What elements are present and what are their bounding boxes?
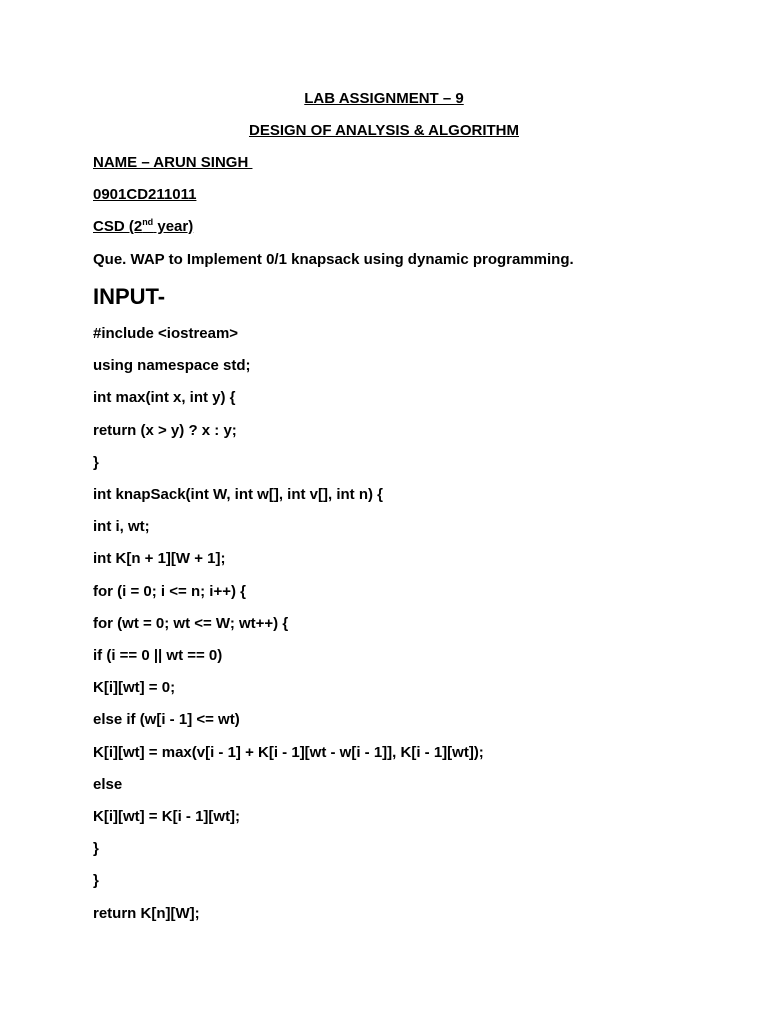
code-line: for (wt = 0; wt <= W; wt++) {: [93, 615, 289, 632]
code-line: K[i][wt] = max(v[i - 1] + K[i - 1][wt - w[i - 1]], K[i - 1][wt]);: [93, 744, 484, 761]
student-name: NAME – ARUN SINGH: [93, 154, 253, 171]
assignment-title: LAB ASSIGNMENT – 9: [304, 90, 464, 107]
code-line: return K[n][W];: [93, 905, 200, 922]
code-line: }: [93, 872, 99, 889]
code-line: else: [93, 776, 123, 793]
code-line: else if (w[i - 1] <= wt): [93, 711, 240, 728]
class-year: [93, 218, 193, 236]
class-superscript: nd: [142, 217, 154, 227]
code-line: K[i][wt] = K[i - 1][wt];: [93, 808, 241, 825]
code-line: return (x > y) ? x : y;: [93, 422, 237, 439]
question-text: Que. WAP to Implement 0/1 knapsack using dynamic programming.: [93, 251, 574, 268]
code-line: K[i][wt] = 0;: [93, 679, 176, 696]
code-line: int K[n + 1][W + 1];: [93, 550, 226, 567]
code-line: int knapSack(int W, int w[], int v[], int n) {: [93, 486, 383, 503]
code-line: using namespace std;: [93, 357, 251, 374]
code-line: int max(int x, int y) {: [93, 389, 236, 406]
class-prefix: CSD (2: [93, 218, 143, 235]
code-line: for (i = 0; i <= n; i++) {: [93, 583, 246, 600]
code-line: }: [93, 840, 99, 857]
code-line: }: [93, 454, 99, 471]
code-line: int i, wt;: [93, 518, 150, 535]
subject-title: DESIGN OF ANALYSIS & ALGORITHM: [248, 122, 519, 139]
input-heading: INPUT-: [93, 284, 166, 309]
class-suffix: year): [153, 218, 194, 235]
roll-number: 0901CD211011: [93, 186, 197, 203]
code-line: #include <iostream>: [93, 325, 239, 342]
code-line: if (i == 0 || wt == 0): [93, 647, 223, 664]
